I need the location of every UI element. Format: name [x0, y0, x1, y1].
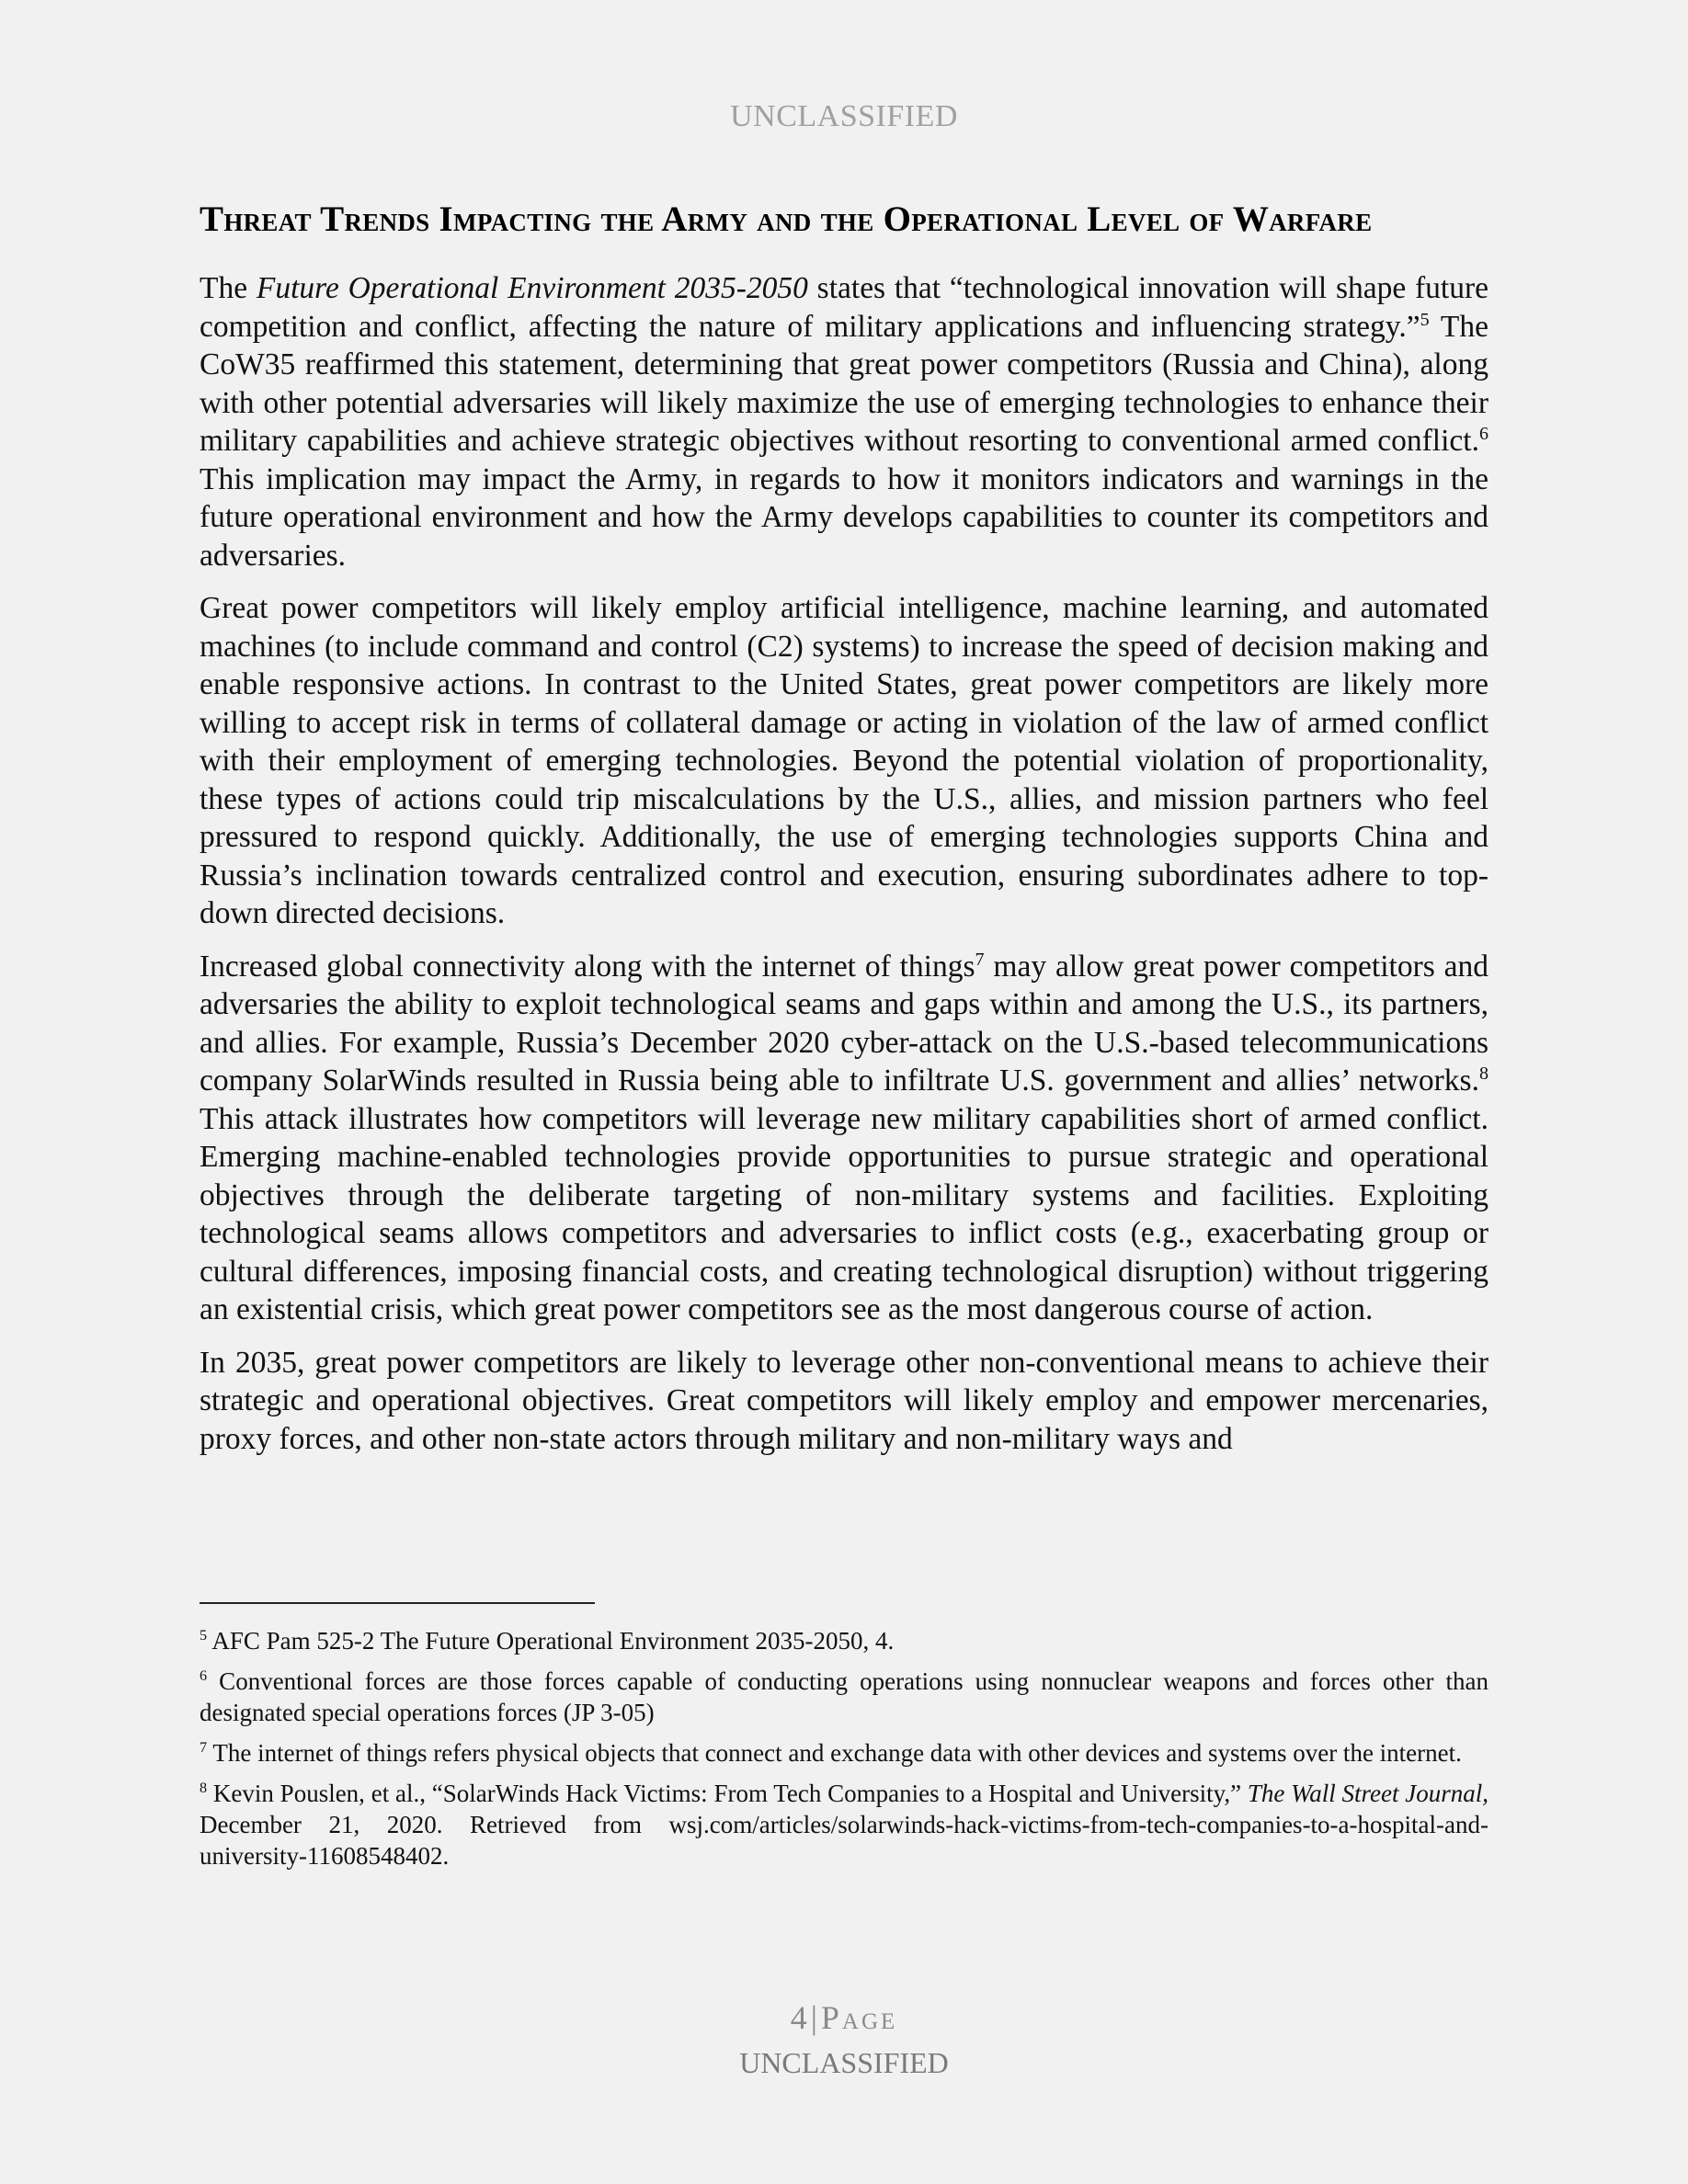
classification-header: UNCLASSIFIED	[730, 99, 958, 133]
footnote-ref-6[interactable]: 6	[1478, 423, 1488, 444]
footnote-text-a: Kevin Pouslen, et al., “SolarWinds Hack Victims: From Tech Companies to a Hospital and University,”	[207, 1780, 1248, 1807]
footnote-ref-8[interactable]: 8	[1478, 1063, 1488, 1084]
p3-text-b: may allow great power competitors and adversaries the ability to exploit technological seams and gaps within and among the U.S., its partners, and allies. For example, Russia’s December 2020 cyber-attack on the U.S.-based telecommunications company SolarWinds resulted in Russia being able to infiltrate U.S. government and allies’ networks.	[200, 949, 1488, 1098]
footnote-7	[200, 1737, 1488, 1769]
p1-text-a: states that “technological innovation will shape future competition and conflict, affecting the nature of military applications and influencing strategy.”	[200, 271, 1489, 344]
footnotes	[200, 1625, 1488, 1881]
footnote-text-b: December 21, 2020. Retrieved from wsj.com/articles/solarwinds-hack-victims-from-tech-companies-to-a-hospital-and-university-11608548402.	[200, 1811, 1488, 1870]
paragraph-3	[200, 948, 1488, 1329]
footnote-number: 7	[200, 1739, 208, 1756]
page-number-separator: |	[810, 1999, 817, 2036]
p1-italic-title: Future Operational Environment 2035-2050	[256, 271, 808, 305]
footnote-8	[200, 1778, 1488, 1871]
footnote-6	[200, 1666, 1488, 1728]
page-body	[200, 197, 1488, 1473]
paragraph-4: In 2035, great power competitors are likely to leverage other non-conventional means to achieve their strategic and operational objectives. Great competitors will likely employ and empower mercenaries, proxy forces, and other non-state actors through military and non-military ways and	[200, 1345, 1488, 1456]
footnote-separator	[200, 1602, 595, 1604]
p1-text-c: This implication may impact the Army, in regards to how it monitors indicators and warnings in the future operational environment and how the Army develops capabilities to counter its competitors and adversaries.	[200, 461, 1488, 573]
footnote-ref-7[interactable]: 7	[975, 949, 985, 970]
footnote-journal-title: The Wall Street Journal,	[1247, 1780, 1489, 1807]
footnote-text: The internet of things refers physical objects that connect and exchange data with other devices and systems over the internet.	[207, 1739, 1462, 1767]
page-number-value: 4	[790, 1999, 807, 2036]
footnote-number: 8	[200, 1780, 208, 1796]
footnote-ref-5[interactable]: 5	[1420, 309, 1430, 330]
p1-text-b: The CoW35 reaffirmed this statement, determining that great power competitors (Russia and China), along with other potential adversaries will likely maximize the use of emerging technologies to enhance their military capabilities and achieve strategic objectives without resorting to conventional armed conflict.	[200, 309, 1489, 458]
p1-text-pre: The	[200, 271, 257, 305]
page-word: Page	[820, 1999, 898, 2036]
page-number	[0, 1998, 1688, 2037]
p3-text-c: This attack illustrates how competitors will leverage new military capabilities short of armed conflict. Emerging machine-enabled technologies provide opportunities to pursue strategic and operational objectives through the deliberate targeting of non-military systems and facilities. Exploiting technological seams allows competitors and adversaries to inflict costs (e.g., exacerbating group or cultural differences, imposing financial costs, and creating technological disruption) without triggering an existential crisis, which great power competitors see as the most dangerous course of action.	[200, 1101, 1488, 1326]
classification-footer: UNCLASSIFIED	[739, 2046, 949, 2079]
section-title: Threat Trends Impacting the Army and the Operational Level of Warfare	[200, 199, 1373, 239]
p3-text-a: Increased global connectivity along with the internet of things	[200, 949, 975, 984]
footnote-text: AFC Pam 525-2 The Future Operational Environment 2035-2050, 4.	[207, 1627, 895, 1655]
footnote-number: 6	[200, 1667, 208, 1684]
footnote-text: Conventional forces are those forces capable of conducting operations using nonnuclear weapons and forces other than designated special operations forces (JP 3-05)	[200, 1667, 1488, 1726]
footnote-5	[200, 1625, 1488, 1656]
paragraph-1	[200, 269, 1488, 574]
paragraph-2: Great power competitors will likely employ artificial intelligence, machine learning, and automated machines (to include command and control (C2) systems) to increase the speed of decision making and enable responsive actions. In contrast to the United States, great power competitors are likely more willing to accept risk in terms of collateral damage or acting in violation of the law of armed conflict with their employment of emerging technologies. Beyond the potential violation of proportionality, these types of actions could trip miscalculations by the U.S., allies, and mission partners who feel pressured to respond quickly. Additionally, the use of emerging technologies supports China and Russia’s inclination towards centralized control and execution, ensuring subordinates adhere to top-down directed decisions.	[200, 591, 1488, 930]
footnote-number: 5	[200, 1627, 208, 1644]
